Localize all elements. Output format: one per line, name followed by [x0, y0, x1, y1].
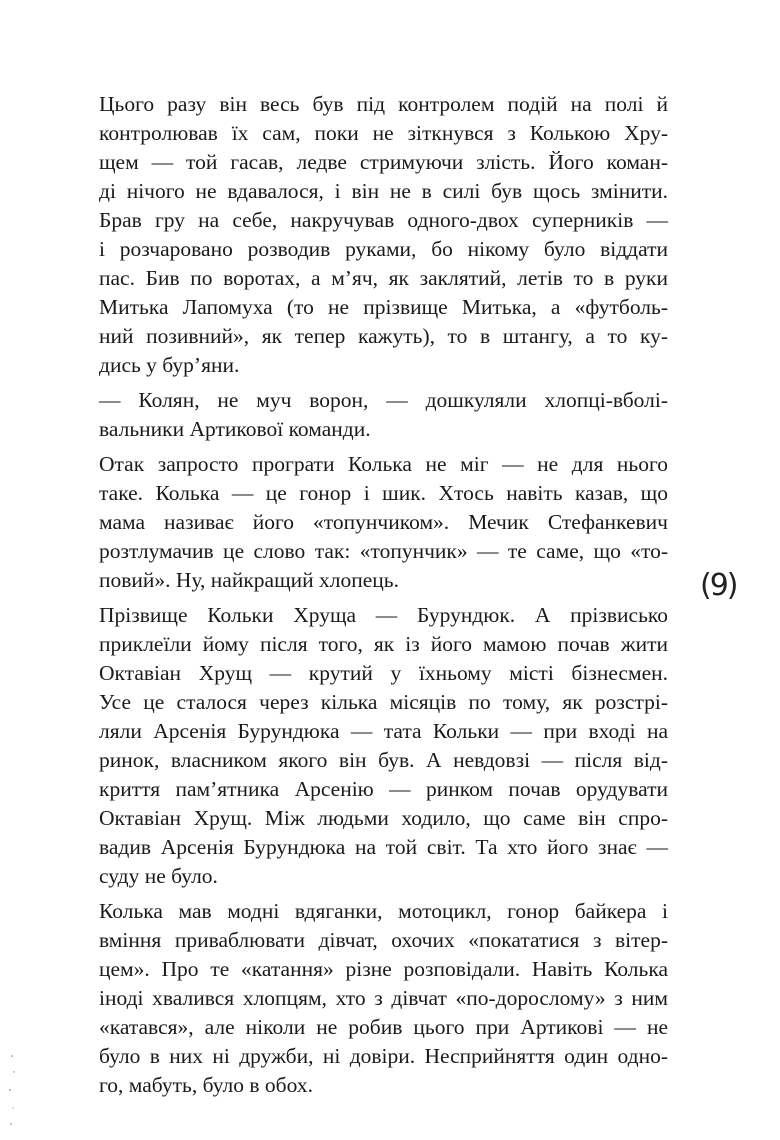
- text-line: Отак запросто програти Колька не міг — не для нього: [99, 452, 668, 476]
- paragraph: [73, 386, 668, 444]
- paragraph: [73, 90, 668, 380]
- text-line: контролював їх сам, поки не зіткнувся з Колькою Хру-: [99, 121, 668, 145]
- text-line: Октавіан Хрущ — крутий у їхньому місті бізнесмен.: [99, 661, 668, 685]
- text-line: мама називає його «топунчиком». Мечик Стефанкевич: [99, 510, 668, 534]
- text-line: розтлумачив це слово так: «топунчик» — те саме, що «то-: [99, 539, 668, 563]
- text-line: ляли Арсенія Бурундюка — тата Кольки — при вході на: [99, 719, 668, 743]
- text-line: Цього разу він весь був під контролем подій на полі й: [99, 92, 668, 116]
- text-line: ринок, власником якого він був. А невдовзі — після від-: [99, 748, 668, 772]
- text-line: вальники Артикової команди.: [99, 417, 371, 441]
- body-text: [73, 90, 668, 1106]
- text-line: ний позивний», як тепер кажуть), то в штангу, а то ку-: [99, 324, 668, 348]
- text-line: суду не було.: [99, 864, 218, 888]
- text-line: було в них ні дружби, ні довіри. Несприйняття один одно-: [99, 1044, 668, 1068]
- paragraph: [73, 897, 668, 1100]
- text-line: вміння приваблювати дівчат, охочих «покататися з вітер-: [99, 928, 668, 952]
- paragraph: [73, 450, 668, 595]
- margin-specks: [4, 1050, 24, 1130]
- text-line: щем — той гасав, ледве стримуючи злість. Його коман-: [99, 150, 668, 174]
- text-line: ді нічого не вдавалося, і він не в силі був щось змінити.: [99, 179, 668, 203]
- text-line: го, мабуть, було в обох.: [99, 1073, 313, 1097]
- text-line: Брав гру на себе, накручував одного-двох суперників —: [99, 208, 668, 232]
- text-line: повий». Ну, найкращий хлопець.: [99, 568, 399, 592]
- text-line: дись у бур’яни.: [99, 353, 240, 377]
- paragraph: [73, 601, 668, 891]
- text-line: і розчаровано розводив руками, бо нікому було віддати: [99, 237, 668, 261]
- text-line: цем». Про те «катання» різне розповідали. Навіть Колька: [99, 957, 668, 981]
- text-line: криття пам’ятника Арсенію — ринком почав орудувати: [99, 777, 668, 801]
- text-line: іноді хвалився хлопцям, хто з дівчат «по-дорослому» з ним: [99, 986, 668, 1010]
- text-line: Усе це сталося через кілька місяців по тому, як розстрі-: [99, 690, 668, 714]
- text-line: Колька мав модні вдяганки, мотоцикл, гонор байкера і: [99, 899, 668, 923]
- text-line: таке. Колька — це гонор і шик. Хтось навіть казав, що: [99, 481, 668, 505]
- text-line: вадив Арсенія Бурундюка на той світ. Та хто його знає —: [99, 835, 668, 859]
- text-line: Прізвище Кольки Хруща — Бурундюк. А прізвисько: [99, 603, 668, 627]
- text-line: «катався», але ніколи не робив цього при Артикові — не: [99, 1015, 668, 1039]
- text-line: Митька Лапомуха (то не прізвище Митька, а «футболь-: [99, 295, 668, 319]
- text-line: пас. Бив по воротах, а м’яч, як заклятий, летів то в руки: [99, 266, 668, 290]
- text-line: Октавіан Хрущ. Між людьми ходило, що саме він спро-: [99, 806, 668, 830]
- text-line: приклеїли йому після того, як із його мамою почав жити: [99, 632, 668, 656]
- page-number: (9): [700, 568, 737, 603]
- text-line: — Колян, не муч ворон, — дошкуляли хлопці-вболі-: [99, 388, 668, 412]
